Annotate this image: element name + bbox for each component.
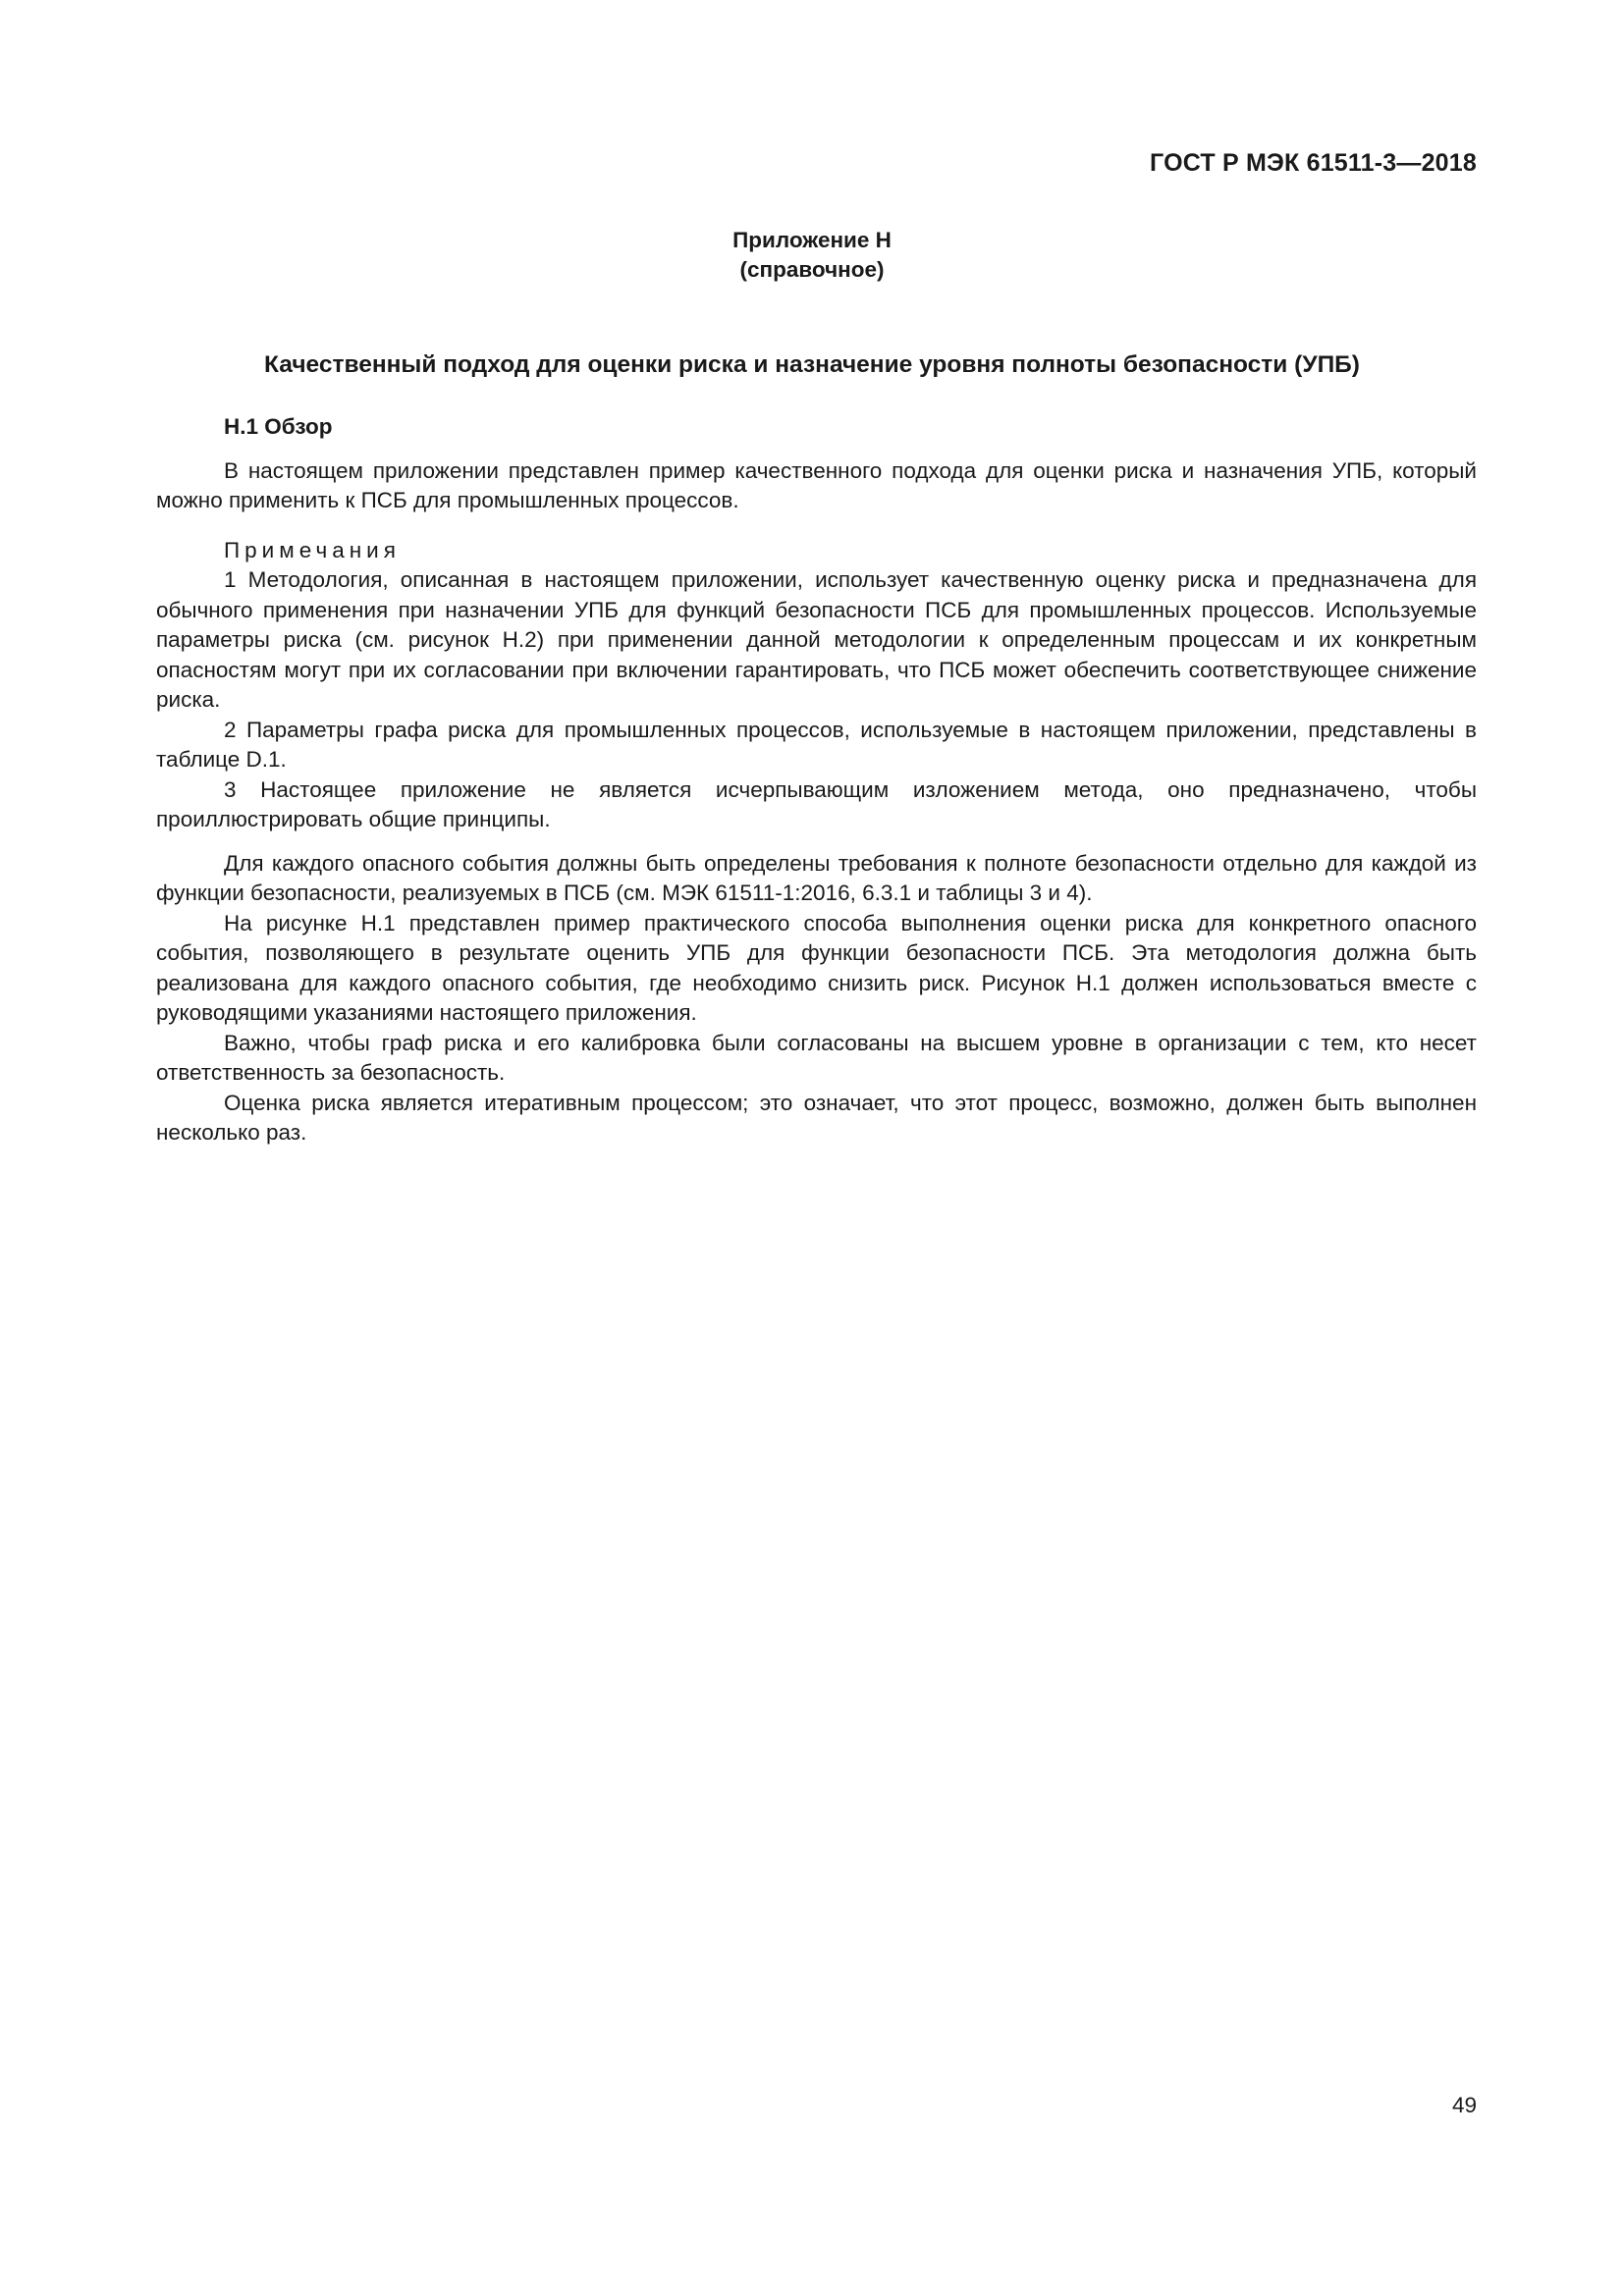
notes-heading: Примечания (224, 537, 401, 562)
annex-heading (0, 226, 1624, 285)
body-paragraph: Оценка риска является итеративным процессом; это означает, что этот процесс, возможно, должен быть выполнен несколько раз. (156, 1090, 1477, 1145)
document-code: ГОСТ Р МЭК 61511-3—2018 (1150, 149, 1477, 177)
body-paragraph: Важно, чтобы граф риска и его калибровка были согласованы на высшем уровне в организации с тем, кто несет ответственность за безопасность. (156, 1030, 1477, 1085)
spacer (156, 835, 1477, 849)
body-paragraph: Для каждого опасного события должны быть определены требования к полноте безопасности отдельно для каждой из функции безопасности, реализуемых в ПСБ (см. МЭК 61511-1:2016, 6.3.1 и таблицы 3 и 4). (156, 850, 1477, 905)
body-text (156, 412, 1477, 1148)
intro-paragraph: В настоящем приложении представлен пример качественного подхода для оценки риска и назначения УПБ, который можно применить к ПСБ для промышленных процессов. (156, 457, 1477, 512)
annex-type: (справочное) (739, 257, 885, 282)
body-paragraph: На рисунке Н.1 представлен пример практического способа выполнения оценки риска для конкретного опасного события, позволяющего в результате оценить УПБ для функции безопасности ПСБ. Эта методология должна быть реализована для каждого опасного события, где необходимо снизить риск. Рисунок Н.1 должен использоваться вместе с руководящими указаниями настоящего приложения. (156, 910, 1477, 1025)
section-heading: Н.1 Обзор (224, 414, 333, 439)
note-item: 1 Методология, описанная в настоящем приложении, использует качественную оценку риска и предназначена для обычного применения при назначении УПБ для функций безопасности ПСБ для промышленных процессов. Используемые параметры риска (см. рисунок Н.2) при применении данной методологии к определенным процессам и их конкретным опасностям могут при их согласовании при включении гарантировать, что ПСБ может обеспечить соответствующее снижение риска. (156, 567, 1477, 712)
main-title: Качественный подход для оценки риска и назначение уровня полноты безопасности (УПБ) (264, 351, 1360, 378)
note-item: 2 Параметры графа риска для промышленных процессов, используемые в настоящем приложении, представлены в таблице D.1. (156, 717, 1477, 772)
page-number: 49 (1451, 2093, 1477, 2117)
annex-title: Приложение Н (732, 228, 892, 252)
note-item: 3 Настоящее приложение не является исчерпывающим изложением метода, оно предназначено, чтобы проиллюстрировать общие принципы. (156, 776, 1477, 831)
